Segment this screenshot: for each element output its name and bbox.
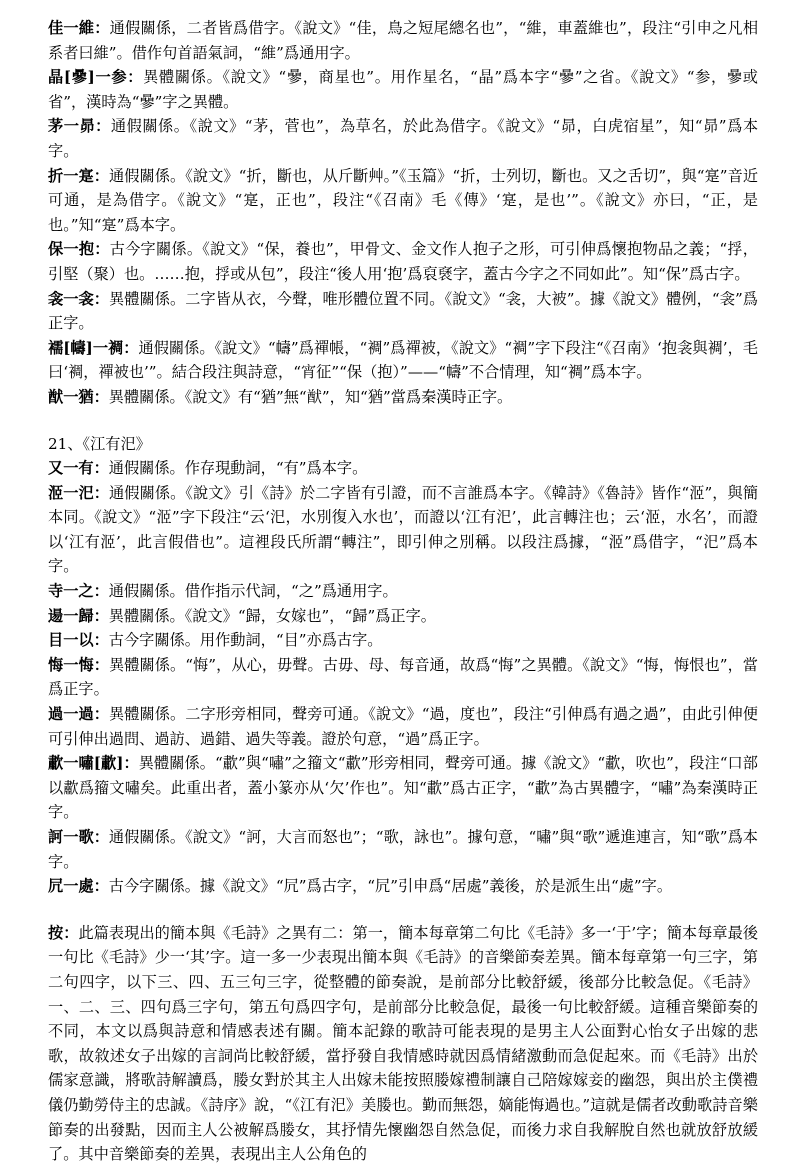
entry-bao [48, 237, 758, 286]
entry-text: 通假關係。借作指示代詞，“之”爲通用字。 [108, 582, 398, 601]
note-label: 按： [48, 923, 79, 942]
entry-text: 異體關係。《說文》“曑，商星也”。用作星名，“晶”爲本字“曑”之省。《說文》“参，曑或省”，漢時為“曑”字之異體。 [48, 68, 758, 111]
entry-head: 悔一悔： [48, 655, 109, 674]
section-title: 21、《江有汜》 [48, 434, 151, 453]
entry-chou [48, 336, 758, 385]
entry-text: 古今字關係。據《說文》“凥”爲古字，“凥”引申爲“居處”義後，於是派生出“處”字。 [108, 877, 673, 896]
entry-head: 逿一歸： [48, 606, 109, 625]
entry-text: 通假關係。《說文》“幬”爲禪帳，“裯”爲禪被，《說文》“裯”字下段注“《召南》‘抱衾與裯’，毛曰‘裯，禪被也’”。結合段注與詩意，“宵征”“保（抱）”——“幬”不合情理，知“裯”爲本字。 [48, 338, 758, 382]
note-text: 此篇表現出的簡本與《毛詩》之異有二：第一，簡本每章第二句比《毛詩》多一‘于’字；簡本每章最後一句比《毛詩》少一‘其’字。這一多一少表現出簡本與《毛詩》的音樂節奏差異。簡本每章第一句三字，第二句四字，以下三、四、五三句三字，從整體的節奏說，是前部分比較舒緩，後部分比較急促。《毛詩》一、二、三、四句爲三字句，第五句爲四字句，是前部分比較急促，最後一句比較舒緩。這種音樂節奏的不同，本文以爲與詩意和情感表述有關。簡本記錄的歌詩可能表現的是男主人公面對心怡女子出嫁的悲歌，故敘述女子出嫁的言詞尚比較舒緩，當抒發自我情感時就因爲情緒激動而急促起來。而《毛詩》出於儒家意識，將歌詩解讀爲，媵女對於其主人出嫁未能按照媵嫁禮制讓自己陪嫁嫁妾的幽怨，與出於主僕禮儀仍勤勞侍主的忠誠。《詩序》說，“《江有汜》美媵也。勤而無怨，嫡能悔過也。”這就是儒者改動歌詩音樂節奏的出發點，因而主人公被解爲媵女，其抒情先懷幽怨自然急促，而後力求自我解脫自然也就放舒放緩了。其中音樂節奏的差異，表現出主人公角色的 [48, 923, 759, 1164]
entry-head: 過一過： [48, 705, 110, 724]
entry-head: 衾一衾： [48, 289, 110, 308]
commentary-note [48, 921, 758, 1167]
entry-ge [48, 825, 758, 874]
entry-you2 [48, 456, 758, 481]
entry-mao [48, 114, 758, 163]
entry-head: 晶[曑]一参： [48, 68, 144, 87]
entry-text: 古今字關係。《說文》“保，養也”，甲骨文、金文作人抱子之形，可引伸爲懷抱物品之義；“捊，引堅（聚）也。……抱，捊或从包”，段注“後人用‘抱’爲裒褎字，蓋古今字之不同如此”。知“保”爲古字。 [48, 240, 758, 283]
entry-text: 通假關係。作存現動詞，“有”爲本字。 [108, 459, 368, 478]
entry-text: 通假關係。《說文》“訶，大言而怒也”；“歌，詠也”。據句意，“嘯”與“歌”遞進連言，知“歌”爲本字。 [48, 828, 758, 871]
entry-head: 折一寔： [48, 166, 109, 185]
entry-xiao [48, 751, 758, 825]
entry-head: 襦[幬]一裯： [48, 338, 139, 357]
entry-head: 目一以： [48, 631, 109, 650]
entry-text: 異體關係。二字形旁相同，聲旁可通。《說文》“過，度也”，段注“引伸爲有過之過”，由此引伸便可引伸出過問、過訪、過錯、過失等義。證於句意，“過”爲正字。 [48, 705, 758, 748]
entry-text: 通假關係。《說文》“茅，菅也”，為草名，於此為借字。《說文》“昴，白虎宿星”，知“昴”爲本字。 [48, 117, 759, 160]
entry-shi [48, 164, 758, 238]
entry-head: 洍一汜： [48, 483, 110, 502]
entry-wei [48, 16, 758, 65]
entry-guo [48, 702, 758, 751]
entry-shen [48, 65, 758, 114]
entry-head: 猷一猶： [48, 387, 109, 406]
entry-head: 佳一維： [48, 19, 110, 37]
entry-head: 歗一嘯[歗]： [48, 754, 139, 773]
entry-zhi [48, 579, 758, 604]
entry-text: 異體關係。“悔”，从心，毋聲。古毋、母、每音通，故爲“悔”之異體。《說文》“悔，悔恨也”，當爲正字。 [48, 655, 758, 699]
entry-text: 通假關係。《說文》“折，斷也，从斤斷艸。”《玉篇》“折，士列切，斷也。又之舌切”，與“寔”音近可通，是為借字。《說文》“寔，正也”，段注“《召南》毛《傳》‘寔，是也’”。《說文》亦曰，“正，是也。”知“寔”爲本字。 [48, 166, 759, 234]
entry-head: 凥一處： [48, 877, 109, 896]
entry-gui [48, 604, 758, 629]
entry-you [48, 385, 758, 410]
entry-text: 通假關係。《說文》引《詩》於二字皆有引證，而不言誰爲本字。《韓詩》《魯詩》皆作“洍”，與簡本同。《說文》“洍”字下段注“云‘汜，水別復入水也’，而證以‘江有汜’，此言轉注也；云‘洍，水名’，而證以‘江有洍’，此言假借也”。這裡段氏所謂“轉注”，即引伸之別稱。以段注爲據，“洍”爲借字，“汜”爲本字。 [48, 483, 759, 576]
entry-qin [48, 287, 758, 336]
entry-head: 訶一歌： [48, 828, 109, 846]
entry-text: 異體關係。“歗”與“嘯”之籀文“歗”形旁相同，聲旁可通。據《說文》“歗，吹也”，段注“口部以歗爲籀文嘯矣。此重出者，蓋小篆亦从‘欠’作也”。知“歗”爲古正字，“歗”為古異體字，“嘯”為秦漢時正字。 [48, 754, 758, 822]
entry-text: 古今字關係。用作動詞，“目”亦爲古字。 [108, 631, 383, 650]
entry-text: 異體關係。《說文》有“猶”無“猷”，知“猶”當爲秦漢時正字。 [108, 387, 513, 406]
entry-head: 茅一昴： [48, 117, 111, 136]
entry-text: 異體關係。二字皆从衣，今聲，唯形體位置不同。《說文》“衾，大被”。據《說文》體例，“衾”爲正字。 [48, 289, 758, 333]
entry-si [48, 481, 758, 579]
entry-text: 通假關係，二者皆爲借字。《說文》“佳，鳥之短尾總名也”，“維，車蓋維也”，段注“引申之凡相系者曰維”。借作句首語氣詞，“維”爲通用字。 [48, 19, 759, 62]
entry-yi [48, 628, 758, 653]
entry-head: 保一抱： [48, 240, 110, 259]
entry-head: 寺一之： [48, 582, 109, 601]
entry-text: 異體關係。《說文》“歸，女嫁也”，“歸”爲正字。 [108, 606, 436, 625]
entry-chu [48, 874, 758, 899]
entry-hui [48, 653, 758, 702]
entry-head: 又一有： [48, 459, 109, 478]
